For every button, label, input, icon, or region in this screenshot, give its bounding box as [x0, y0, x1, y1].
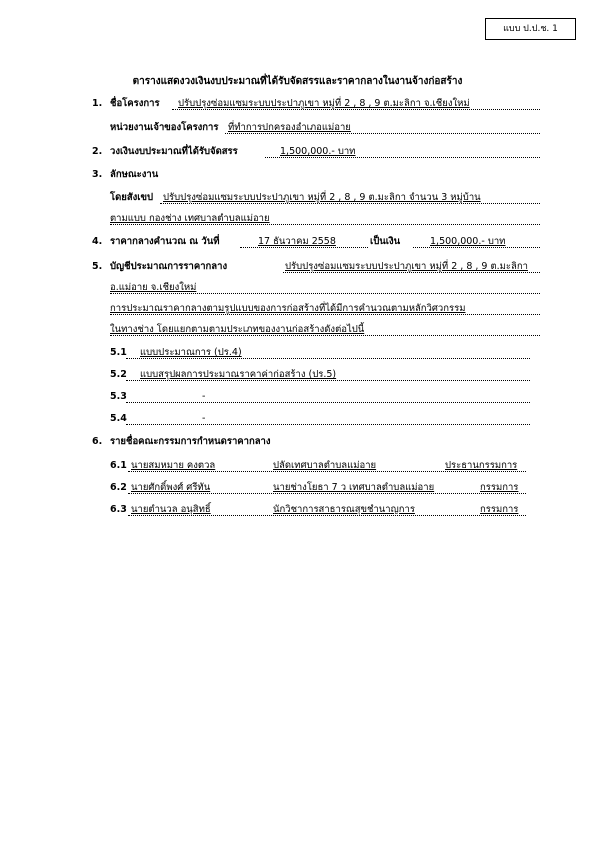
member-3-position: นักวิชาการสาธารณสุขชำนาญการ — [273, 504, 415, 515]
item-5-3-line — [126, 402, 530, 403]
item-3-number: 3. — [92, 169, 103, 180]
member-1-number: 6.1 — [110, 460, 127, 471]
item-5-text-line-1: ปรับปรุงซ่อมแซมระบบประปาภูเขา หมู่ที่ 2 , 8 , 9 ต.มะลิกา — [285, 261, 528, 272]
form-code: แบบ ป.ป.ช. 1 — [503, 24, 558, 34]
item-5-3-number: 5.3 — [110, 391, 127, 402]
item-5-text-line-3: การประมาณราคากลางตามรูปแบบของการก่อสร้างที่ได้มีการคำนวณตามหลักวิศวกรรม — [110, 303, 466, 314]
item-2-value: 1,500,000.- บาท — [280, 146, 356, 157]
item-5-4-line — [126, 424, 530, 425]
item-5-number: 5. — [92, 261, 103, 272]
member-2-role: กรรมการ — [480, 482, 519, 493]
item-5-3-text: - — [202, 391, 206, 402]
member-3-role: กรรมการ — [480, 504, 519, 515]
item-3-label: ลักษณะงาน — [110, 169, 159, 180]
item-4-money-label: เป็นเงิน — [370, 236, 401, 247]
member-1-role: ประธานกรรมการ — [445, 460, 518, 471]
item-2-label: วงเงินงบประมาณที่ได้รับจัดสรร — [110, 146, 238, 157]
item-1-value: ปรับปรุงซ่อมแซมระบบประปาภูเขา หมู่ที่ 2 , 8 , 9 ต.มะลิกา จ.เชียงใหม่ — [178, 98, 470, 109]
member-2-position: นายช่างโยธา 7 ว เทศบาลตำบลแม่อาย — [273, 482, 435, 493]
item-5-4-text: - — [202, 413, 206, 424]
member-3-number: 6.3 — [110, 504, 127, 515]
item-3-value-line-1: ปรับปรุงซ่อมแซมระบบประปาภูเขา หมู่ที่ 2 , 8 , 9 ต.มะลิกา จำนวน 3 หมู่บ้าน — [163, 192, 481, 203]
member-1-name: นายสมหมาย คงตวล — [131, 460, 216, 471]
item-5-label: บัญชีประมาณการราคากลาง — [110, 261, 228, 272]
item-5-1-text: แบบประมาณการ (ปร.4) — [140, 347, 242, 358]
member-2-number: 6.2 — [110, 482, 127, 493]
item-5-4-number: 5.4 — [110, 413, 127, 424]
item-3-sub-label: โดยสังเขป — [110, 192, 154, 203]
item-4-label: ราคากลางคำนวณ ณ วันที่ — [110, 236, 220, 247]
form-code-box — [485, 18, 576, 40]
item-5-text-line-2: อ.แม่อาย จ.เชียงใหม่ — [110, 282, 197, 293]
item-3-value-line-2: ตามแบบ กองช่าง เทศบาลตำบลแม่อาย — [110, 213, 270, 224]
item-4-number: 4. — [92, 236, 103, 247]
item-1-owner-label: หน่วยงานเจ้าของโครงการ — [110, 122, 219, 133]
item-1-label: ชื่อโครงการ — [110, 98, 160, 109]
member-1-position: ปลัดเทศบาลตำบลแม่อาย — [273, 460, 377, 471]
item-5-2-number: 5.2 — [110, 369, 127, 380]
item-6-number: 6. — [92, 436, 103, 447]
item-1-number: 1. — [92, 98, 103, 109]
member-2-name: นายศักดิ์พงศ์ ศรีทัน — [131, 482, 211, 493]
member-3-name: นายตำนวล อนุสิทธิ์ — [131, 504, 211, 515]
item-1-owner-value: ที่ทำการปกครองอำเภอแม่อาย — [228, 122, 351, 133]
item-2-number: 2. — [92, 146, 103, 157]
item-4-date: 17 ธันวาคม 2558 — [258, 236, 336, 247]
item-5-2-text: แบบสรุปผลการประมาณราคาค่าก่อสร้าง (ปร.5) — [140, 369, 337, 380]
item-6-label: รายชื่อคณะกรรมการกำหนดราคากลาง — [110, 436, 271, 447]
item-5-1-number: 5.1 — [110, 347, 127, 358]
page-title: ตารางแสดงวงเงินงบประมาณที่ได้รับจัดสรรและราคากลางในงานจ้างก่อสร้าง — [132, 76, 463, 87]
item-5-text-line-4: ในทางช่าง โดยแยกตามตามประเภทของงานก่อสร้างดังต่อไปนี้ — [110, 324, 365, 335]
item-4-money: 1,500,000.- บาท — [430, 236, 506, 247]
